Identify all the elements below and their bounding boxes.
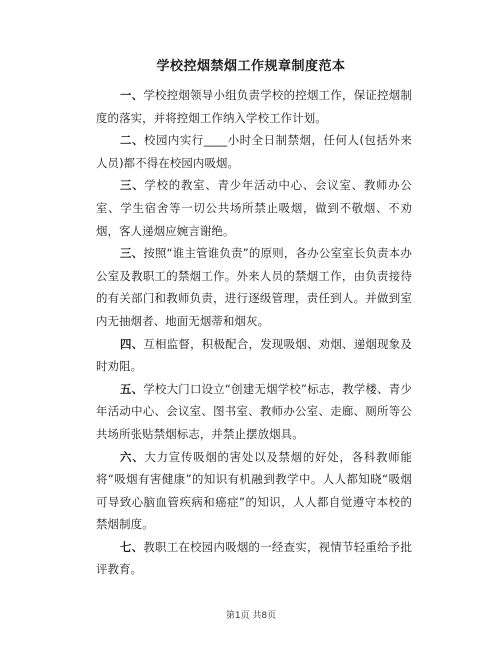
- paragraph: [96, 378, 412, 446]
- document-title: 学校控烟禁烟工作规章制度范本: [156, 59, 346, 74]
- paragraph-text: 学校的教室、青少年活动中心、会议室、教师办公室、学生宿舍等一切公共场所禁止吸烟，做到不敬烟、不劝烟，客人递烟应婉言谢绝。: [96, 178, 412, 238]
- paragraph-number: 一、: [120, 88, 144, 102]
- paragraph-text: 互相监督，积极配合，发现吸烟、劝烟、递烟现象及时劝阻。: [96, 336, 412, 374]
- paragraph-number: 七、: [120, 539, 144, 554]
- paragraph: [96, 333, 412, 378]
- paragraph: [96, 242, 412, 332]
- document-body: [96, 84, 412, 581]
- paragraph-number: 四、: [120, 336, 144, 351]
- paragraph-text: 校园内实行____小时全日制禁烟，任何人(包括外来人员)都不得在校园内吸烟。: [96, 133, 412, 170]
- paragraph-number: 五、: [120, 381, 144, 396]
- paragraph: [96, 129, 412, 174]
- paragraph-number: 三、: [120, 178, 145, 193]
- paragraph-text: 教职工在校园内吸烟的一经查实，视情节轻重给予批评教育。: [96, 539, 412, 577]
- paragraph: [96, 174, 412, 242]
- page-footer: 第1页 共8页: [225, 611, 277, 621]
- paragraph-number: 二、: [120, 133, 144, 148]
- paragraph-text: 学校控烟领导小组负责学校的控烟工作，保证控烟制度的落实，并将控烟工作纳入学校工作计划。: [96, 88, 412, 125]
- paragraph: [96, 536, 412, 581]
- paragraph-text: 学校大门口设立“创建无烟学校”标志，教学楼、青少年活动中心、会议室、图书室、教师办公室、走廊、厕所等公共场所张贴禁烟标志，并禁止摆放烟具。: [96, 381, 412, 441]
- paragraph-text: 按照“谁主管谁负责”的原则，各办公室室长负责本办公室及教职工的禁烟工作。外来人员的禁烟工作，由负责接待的有关部门和教师负责，进行逐级管理，责任到人。并做到室内无抽烟者、地面无烟蒂和烟灰。: [96, 246, 412, 328]
- paragraph: [96, 446, 412, 536]
- paragraph-number: 三、: [120, 246, 144, 261]
- paragraph-text: 大力宣传吸烟的害处以及禁烟的好处，各科教师能将“吸烟有害健康”的知识有机融到教学中。人人都知晓“吸烟可导致心脑血管疾病和癌症”的知识，人人都自觉遵守本校的禁烟制度。: [96, 449, 412, 532]
- paragraph-number: 六、: [120, 449, 145, 464]
- paragraph: [96, 84, 412, 129]
